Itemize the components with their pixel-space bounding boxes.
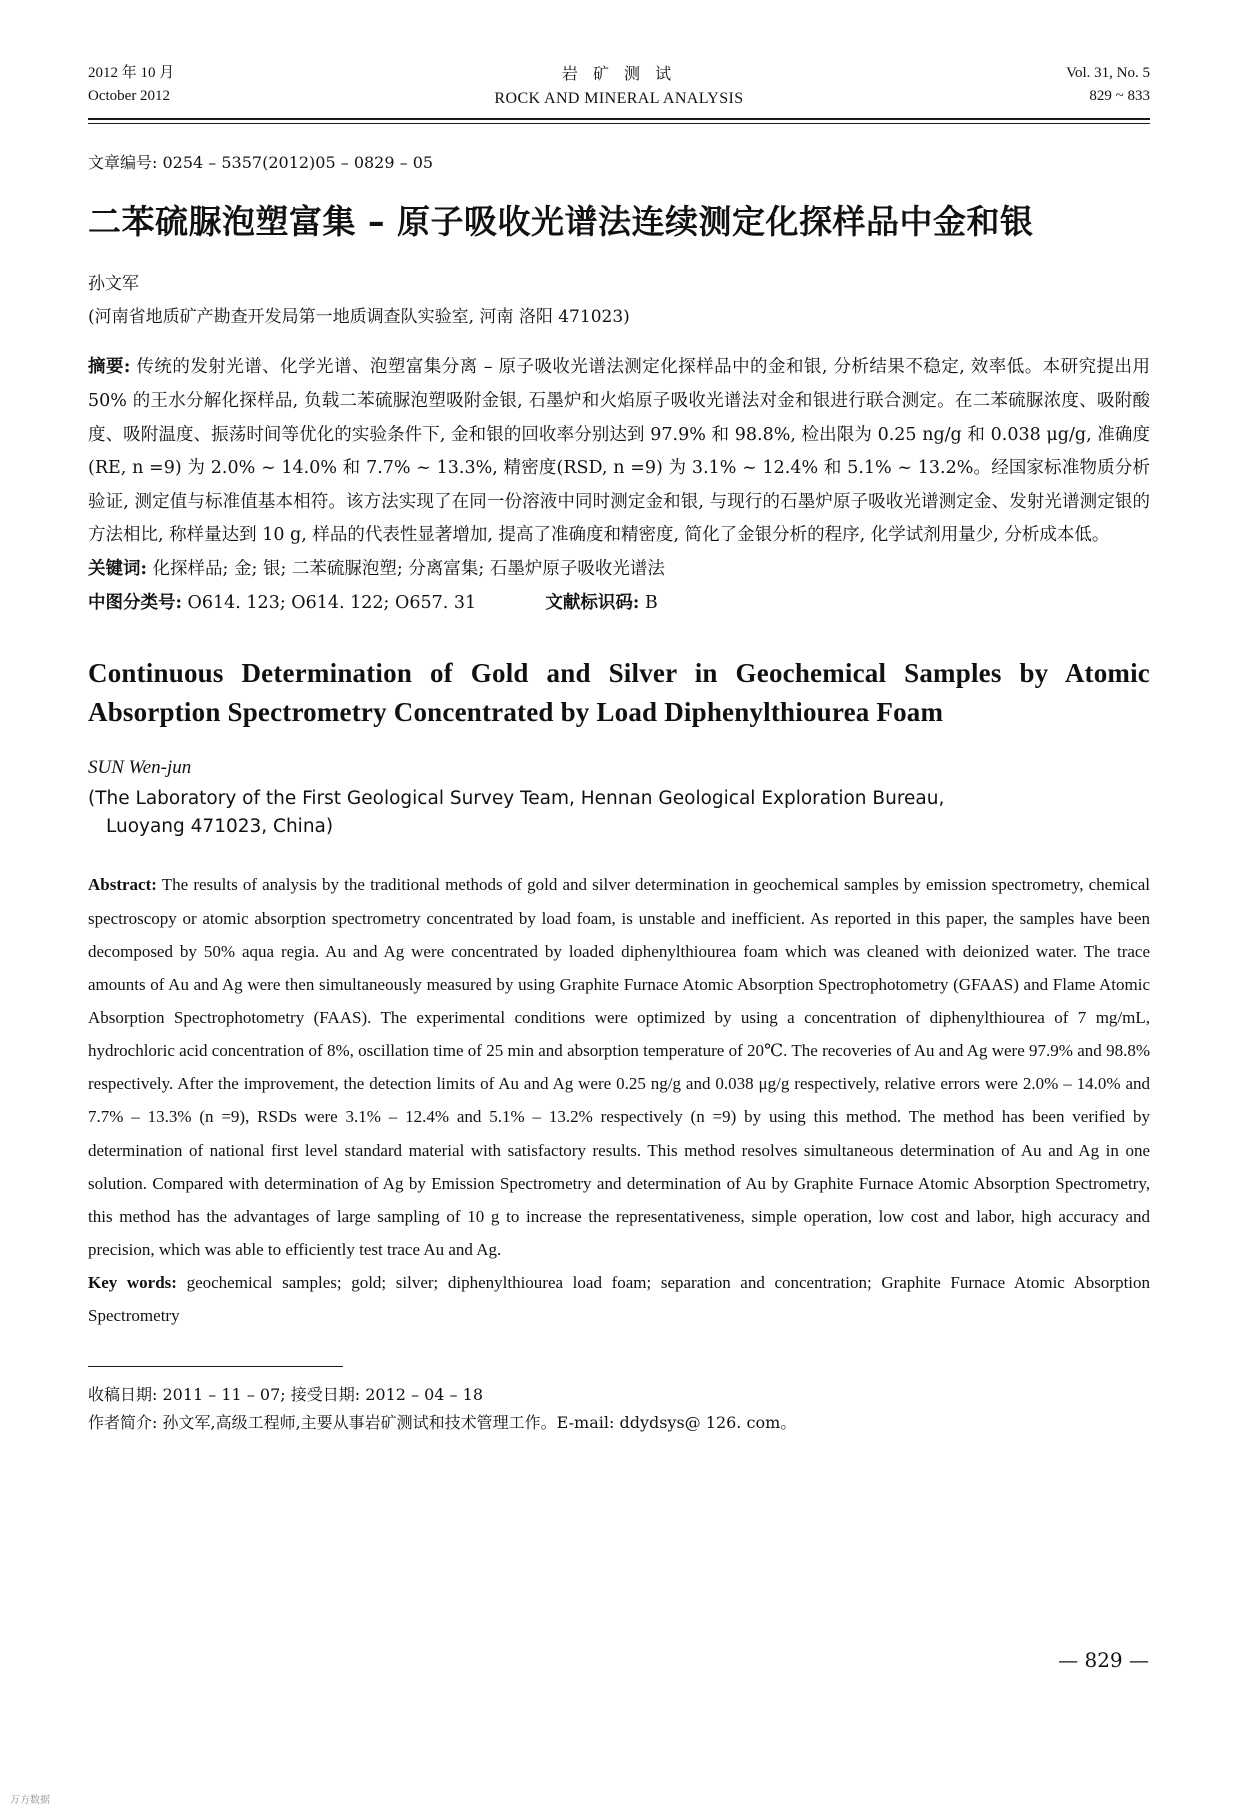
running-head-left (88, 62, 338, 109)
keywords-text-en: geochemical samples; gold; silver; diphenylthiourea load foam; separation and concentration; Graphite Furnace Atomic Absorption Spectrometry (88, 1273, 1151, 1326)
keywords-en (88, 1266, 1150, 1332)
author-affiliation-en (88, 785, 1150, 841)
clc-label: 中图分类号: (88, 592, 182, 613)
clc-line (88, 587, 1150, 621)
author-affiliation-zh: (河南省地质矿产勘查开发局第一地质调查队实验室, 河南 洛阳 471023) (88, 307, 630, 328)
running-head-center (338, 62, 900, 112)
author-name-en: SUN Wen-jun (88, 756, 192, 778)
affiliation-line-2-wrap (88, 813, 1150, 841)
abstract-zh (88, 351, 1150, 553)
watermark-label: 万方数据 (10, 1795, 50, 1806)
keywords-text-zh: 化探样品; 金; 银; 二苯硫脲泡塑; 分离富集; 石墨炉原子吸收光谱法 (152, 559, 665, 580)
page-range: 829 ~ 833 (1089, 88, 1150, 105)
article-number: 文章编号: 0254 – 5357(2012)05 – 0829 – 05 (88, 152, 434, 172)
affiliation-line-2: Luoyang 471023, China) (106, 815, 334, 837)
received-date: 收稿日期: 2011 – 11 – 07; 接受日期: 2012 – 04 – 18 (88, 1385, 483, 1405)
author-bio: 作者简介: 孙文军,高级工程师,主要从事岩矿测试和技术管理工作。E-mail: ddydsys@ 126. com。 (88, 1412, 797, 1432)
clc-text: O614. 123; O614. 122; O657. 31 (187, 592, 477, 613)
abstract-label-zh: 摘要: (88, 357, 131, 378)
journal-title-en: ROCK AND MINERAL ANALYSIS (494, 89, 744, 107)
keywords-label-zh: 关键词: (88, 559, 147, 580)
issue-date-zh: 2012 年 10 月 (88, 65, 175, 81)
footnote-block (88, 1381, 1150, 1436)
running-head-right (900, 62, 1150, 109)
keywords-label-en: Key words: (88, 1273, 177, 1293)
page-title-zh: 二苯硫脲泡塑富集 – 原子吸收光谱法连续测定化探样品中金和银 (88, 201, 1034, 241)
volume-issue: Vol. 31, No. 5 (1066, 65, 1150, 81)
document-code-text: B (644, 592, 658, 613)
page-number: — 829 — (1058, 1648, 1149, 1672)
abstract-en (88, 868, 1150, 1266)
page-content (88, 62, 1150, 1436)
abstract-text-zh: 传统的发射光谱、化学光谱、泡塑富集分离 – 原子吸收光谱法测定化探样品中的金和银, 分析结果不稳定, 效率低。本研究提出用 50% 的王水分解化探样品, 负载二苯硫脲泡塑吸附金银, 石墨炉和火焰原子吸收光谱法对金和银进行联合测定。在二苯硫脲浓度、吸附酸度、吸附温度、振荡时间等优化的实验条件下, 金和银的回收率分别达到 97.9% 和 98.8%, 检出限为 0.25 ng/g 和 0.038 μg/g, 准确度(RE, n =9) 为 2.0% ~ 14.0% 和 7.7% ~ 13.3%, 精密度(RSD, n =9) 为 3.1% ~ 12.4% 和 5.1% ~ 13.2%。经国家标准物质分析验证, 测定值与标准值基本相符。该方法实现了在同一份溶液中同时测定金和银, 与现行的石墨炉原子吸收光谱测定金、发射光谱测定银的方法相比, 称样量达到 10 g, 样品的代表性显著增加, 提高了准确度和精密度, 简化了金银分析的程序, 化学试剂用量少, 分析成本低。 (88, 357, 1150, 546)
abstract-text-en: The results of analysis by the traditional methods of gold and silver determination in geochemical samples by emission spectrometry, chemical spectroscopy or atomic absorption spectrometry concentrated by load foam, is unstable and inefficient. As reported in this paper, the samples have been decomposed by 50% aqua regia. Au and Ag were concentrated by loaded diphenylthiourea foam which was cleaned with deionized water. The trace amounts of Au and Ag were then simultaneously measured by using Graphite Furnace Atomic Absorption Spectrophotometry (GFAAS) and Flame Atomic Absorption Spectrophotometry (FAAS). The experimental conditions were optimized by using a concentration of diphenylthiourea of 7 mg/mL, hydrochloric acid concentration of 8%, oscillation time of 25 min and absorption temperature of 20℃. The recoveries of Au and Ag were 97.9% and 98.8% respectively. After the improvement, the detection limits of Au and Ag were 0.25 ng/g and 0.038 μg/g respectively, relative errors were 2.0% – 14.0% and 7.7% – 13.3% (n =9), RSDs were 3.1% – 12.4% and 5.1% – 13.2% respectively (n =9) by using this method. The method has been verified by determination of national first level standard material with satisfactory results. This method resolves simultaneous determination of Au and Ag in one solution. Compared with determination of Ag by Emission Spectrometry and determination of Au by Graphite Furnace Atomic Absorption Spectrometry, this method has the advantages of large sampling of 10 g to increase the representativeness, simple operation, low cost and labor, high accuracy and precision, which was able to efficiently test trace Au and Ag. (88, 875, 1150, 1259)
journal-title-zh: 岩 矿 测 试 (561, 64, 677, 83)
affiliation-line-1: (The Laboratory of the First Geological Survey Team, Hennan Geological Exploration Bureau, (88, 787, 945, 809)
document-code-label: 文献标识码: (545, 592, 640, 613)
footnote-divider (88, 1366, 343, 1367)
header-divider (88, 118, 1150, 124)
keywords-zh (88, 553, 1150, 587)
author-name-zh: 孙文军 (88, 274, 139, 295)
running-head (88, 62, 1150, 112)
abstract-label-en: Abstract: (88, 875, 157, 895)
issue-date-en: October 2012 (88, 88, 171, 105)
page-title-en: Continuous Determination of Gold and Silver in Geochemical Samples by Atomic Absorption Spectrometry Concentrated by Load Diphenylthiourea Foam (88, 658, 1150, 727)
